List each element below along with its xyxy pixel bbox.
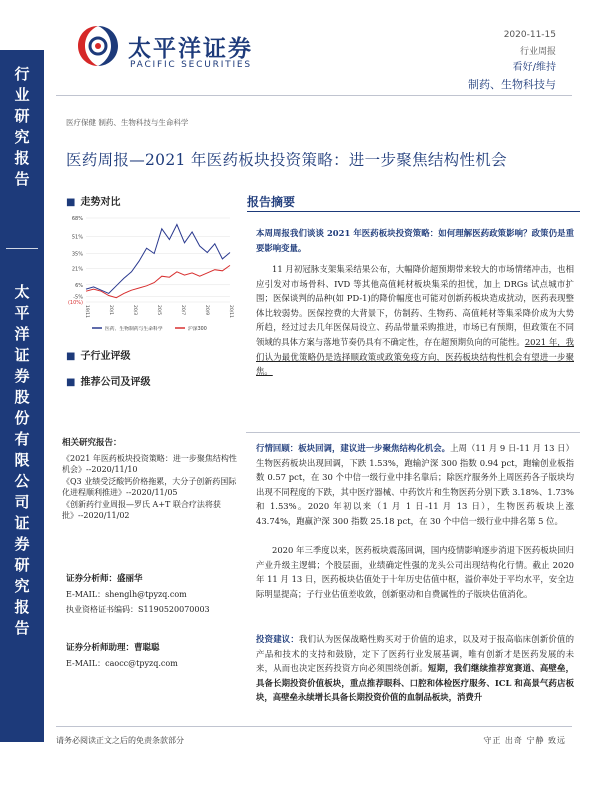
related-report-item[interactable]: 《Q3 业绩受泛酸钙价格拖累，大分子创新药国际化进程顺利推进》--2020/11/05 — [62, 476, 237, 497]
chart-series-line — [86, 225, 230, 294]
square-bullet-icon: ■ — [66, 351, 76, 362]
trend-chart — [60, 210, 238, 335]
page-title: 医药周报—2021 年医药板块投资策略：进一步聚焦结构性机会 — [66, 151, 507, 169]
chart-y-tick-label: -5% — [73, 294, 83, 301]
square-bullet-icon: ■ — [66, 197, 76, 208]
industry-rating: 看好/维持 — [512, 62, 556, 73]
breadcrumb: 医疗保健 制药、生物科技与生命科学 — [66, 118, 189, 127]
analyst-name: 证券分析师：盛丽华 — [66, 574, 143, 584]
assistant-email[interactable]: E-MAIL：caocc@tpyzq.com — [66, 659, 178, 668]
chart-x-tick-label: 19/11 — [84, 305, 89, 318]
chart-y-tick-label: 51% — [71, 234, 83, 241]
section-divider — [246, 432, 580, 433]
chart-x-tick-label: 20/11 — [228, 305, 233, 318]
sidebar — [0, 50, 44, 742]
report-date: 2020-11-15 — [503, 30, 556, 40]
chart-x-tick-label: 20/7 — [180, 305, 185, 316]
chart-x-tick-label: 20/1 — [108, 305, 113, 316]
abstract-divider — [247, 211, 580, 212]
trend-heading: ■ 走势对比 — [66, 197, 121, 208]
square-bullet-icon: ■ — [66, 377, 76, 388]
related-report-item[interactable]: 《创新药行业周报—罗氏 A+T 联合疗法将获批》--2020/11/02 — [62, 499, 221, 520]
assistant-name: 证券分析师助理：曹聪聪 — [66, 643, 160, 653]
logo-english-name: PACIFIC SECURITIES — [130, 60, 252, 70]
chart-legend-label: 医药、生物制药与生命科学 — [105, 327, 163, 332]
sidebar-company: 太平洋证券股份有限公司证券研究报告 — [14, 283, 30, 637]
abstract-heading: 报告摘要 — [247, 195, 296, 209]
chart-y-tick-label: 21% — [71, 266, 83, 273]
sector-label: 制药、生物科技与 — [468, 78, 556, 91]
chart-legend-label: 沪深300 — [188, 327, 207, 332]
recommended-companies-heading: ■ 推荐公司及评级 — [66, 377, 151, 388]
footer-motto: 守正 出奇 宁静 致远 — [483, 736, 566, 745]
subindustry-rating-heading: ■ 子行业评级 — [66, 351, 131, 362]
related-reports — [62, 438, 238, 522]
chart-y-tick-label: 35% — [71, 251, 83, 258]
footer-disclaimer: 请务必阅读正文之后的免责条款部分 — [56, 736, 184, 745]
analyst-info — [66, 572, 238, 617]
analyst-license: 执业资格证书编码：S1190520070003 — [66, 605, 210, 614]
header-divider — [56, 95, 572, 96]
chart-y-tick-label: (10%) — [67, 300, 83, 306]
sidebar-report-type: 行业研究报告 — [14, 65, 30, 188]
related-reports-heading: 相关研究报告： — [62, 438, 122, 448]
report-type: 行业周报 — [519, 47, 556, 57]
chart-y-tick-label: 6% — [75, 282, 83, 289]
footer-divider — [56, 726, 572, 727]
analyst-assistant-info — [66, 641, 238, 671]
related-report-item[interactable]: 《2021 年医药板块投资策略：进一步聚焦结构性机会》--2020/11/10 — [62, 453, 237, 474]
chart-x-tick-label: 20/5 — [156, 305, 161, 316]
abstract-paragraph: 11 月初冠脉支架集采结果公布，大幅降价超预期带来较大的市场情绪冲击，也相应引发对市场骨科、IVD 等其他高值耗材板块集采的担忧，加上 DRGs 试点城市扩围；医保谈判的品种(如 PD-1)的降价幅度也可能对创新药板块造成扰动，医药表现整体比较弱势。医保控费的大背景下，仿制药、生物药、高值耗材等集采降价成为大势所趋，经过过去几年医保局设立、药品带量采购推进，市场已有预期，但政策在不同领域的具体方案与落地节奏仍具有不确定性，存在超预期负向的可能性。2021 年，我们认为最优策略仍是选择顺政策或政策免疫方向，医药板块结构性机会有望进一步聚焦。 — [256, 264, 574, 377]
logo-chinese-name: 太平洋证券 — [128, 36, 253, 62]
analyst-email[interactable]: E-MAIL：shenglh@tpyzq.com — [66, 590, 187, 599]
chart-x-tick-label: 20/9 — [204, 305, 209, 316]
sidebar-divider — [6, 248, 38, 249]
chart-x-tick-label: 20/3 — [132, 305, 137, 316]
market-review-paragraph: 行情回顾：板块回调，建议进一步聚焦结构化机会。上周（11 月 9 日-11 月 13 日）生物医药板块出现回调，下跌 1.53%，跑输沪深 300 指数 0.94 pct，跑输创业板指数 0.57 pct，在 30 个中信一级行业中排名靠后；除医疗服务外上周医药各子版块均出现不同程度的下跌，其中医疗器械、中药饮片和生物医药分别下跌 3.18%、1.73%和 1.53%。2020 年初以来（1 月 1 日-11 月 13 日），生物医药板块上涨 43.74%，跑赢沪深 300 指数 25.18 pct，在 30 个中信一级行业中排名第 5 位。 — [256, 443, 574, 526]
valuation-paragraph: 2020 年三季度以来，医药板块震荡回调，国内疫情影响逐步消退下医药板块回归产业升级主逻辑；个股层面，业绩确定性强的龙头公司出现结构化行情。截止 2020 年 11 月 13 日，医药板块估值处于十年历史估值中枢，溢价率处于平均水平，安全边际明显提高；子行业估值差收敛，创新驱动和自费属性的子版块估值消化。 — [256, 545, 574, 599]
investment-advice-paragraph: 投资建议：我们认为医保战略性购买对于价值的追求，以及对于报高临床创新价值的产品和技术的支持和鼓励，定下了医药行业发展基调，唯有创新才是医药发展的未来，从而也决定医药投资方向必须围绕创新。短期，我们继续推荐宽赛道、高壁垒，具备长期投资价值板块，重点推荐眼科、口腔和体检医疗服务、ICL 和高景气药店板块，高壁垒永续增长具备长期投资价值的血制品板块，消费升 — [256, 634, 575, 703]
pacific-securities-logo-icon — [76, 24, 120, 68]
chart-y-tick-label: 68% — [71, 216, 83, 222]
abstract-lead: 本周周报我们谈谈 2021 年医药板块投资策略：如何理解医药政策影响？政策仍是重要影响变量。 — [256, 228, 574, 253]
